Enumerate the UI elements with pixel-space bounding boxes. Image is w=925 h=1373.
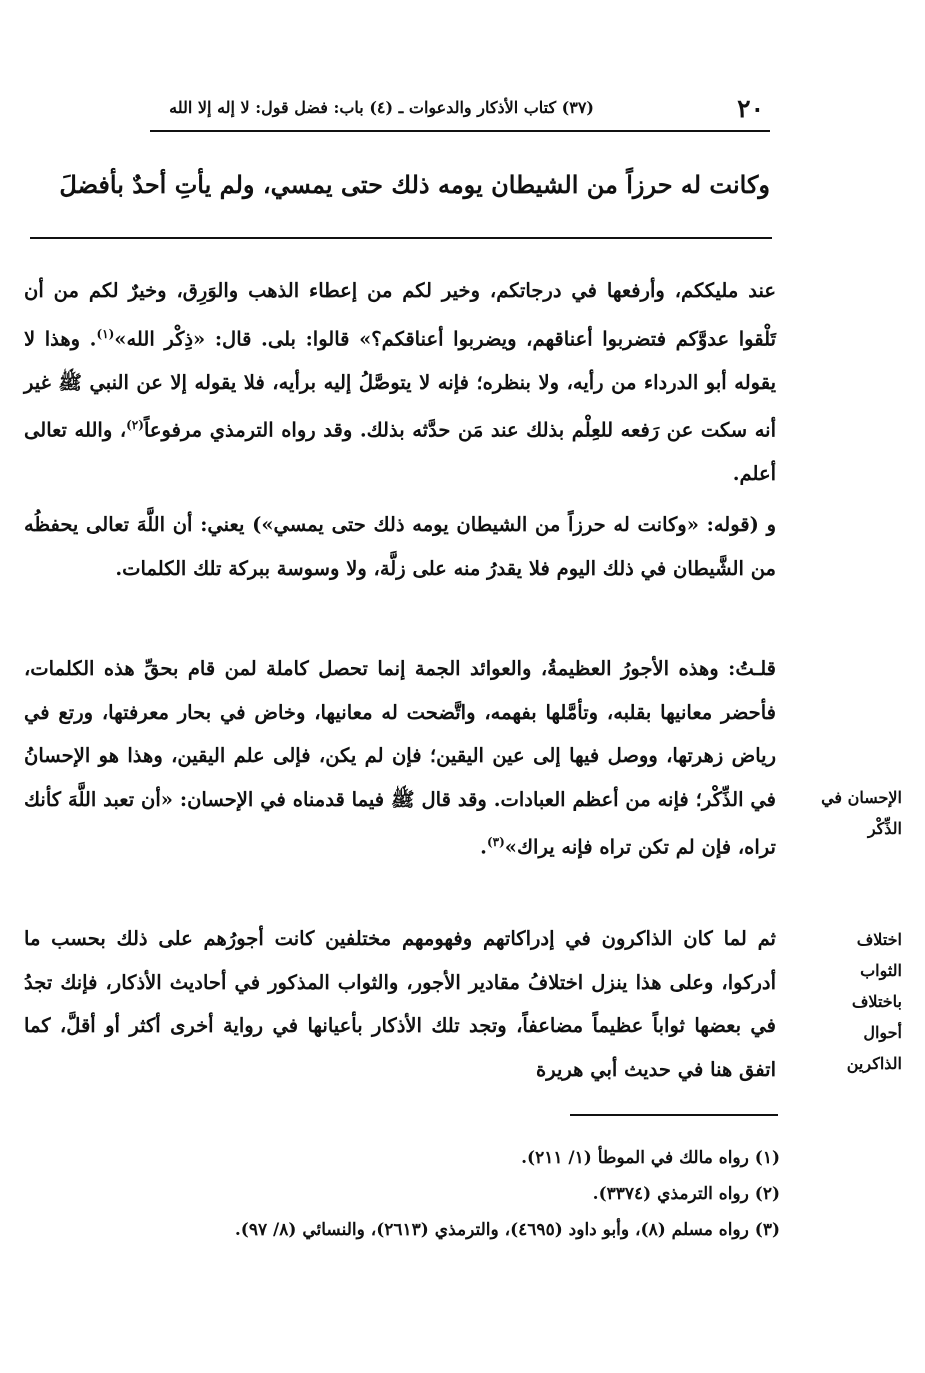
paragraph-text: قلـتُ: وهذه الأجورُ العظيمةُ، والعوائد الجمة إنما تحصل كاملة لمن قام بحقِّ هذه الكلمات، فأحضر معانيها بقلبه، وتأمَّلها بفهمه، واتَّضحت له معانيها، وخاض في بحار معرفتها، ورتع في رياض زهرتها، ووصل فيها إلى عين اليقين؛ فإن لم يكن، فإلى علم اليقين، وهذا هو الإحسانُ في الذِّكْر؛ فإنه من أعظم العبادات. وقد قال ﷺ فيما قدمناه في الإحسان: «أن تعبد اللَّهَ كأنك تراه، فإن لم تكن تراه فإنه يراك» xyxy=(24,657,776,859)
margin-note-reward: اختلاف الثواب باختلاف أحوال الذاكرين xyxy=(846,930,902,1073)
footnote-3: (٣) رواه مسلم (٨)، وأبو داود (٤٦٩٥)، والترمذي (٢٦١٣)، والنسائي (٨/ ٩٧). xyxy=(234,1220,780,1240)
paragraph-text: عند مليككم، وأرفعها في درجاتكم، وخير لكم من إعطاء الذهب والوَرِق، وخيرٌ لكم من أن تَلْقوا عدوَّكم فتضربوا أعناقهم، ويضربوا أعناقكم؟» قالوا: بلى. قال: «ذِكْر الله» xyxy=(24,279,776,350)
running-title: (٣٧) كتاب الأذكار والدعوات ـ (٤) باب: فضل قول: لا إله إلا الله xyxy=(169,98,594,117)
footnote-rule xyxy=(570,1114,778,1116)
hadith-divider xyxy=(30,237,772,239)
paragraph-2 xyxy=(24,503,776,590)
paragraph-4 xyxy=(24,917,776,1091)
footnotes xyxy=(140,1140,780,1248)
paragraph-1 xyxy=(24,269,776,496)
paragraph-3 xyxy=(24,647,776,869)
paragraph-text: . وهذا لا يقوله أبو الدرداء من رأيه، ولا بنظره؛ فإنه لا يتوصَّلُ إليه برأيه، فلا يقوله إلا عن النبي ﷺ غير أنه سكت عن رَفعه للعِلْم بذلك عند مَن حدَّثه بذلك. وقد رواه الترمذي مرفوعاً xyxy=(24,327,776,442)
paragraph-text: و (قوله: «وكانت له حرزاً من الشيطان يومه ذلك حتى يمسي») يعني: أن اللَّهَ تعالى يحفظُه من الشَّيطان في ذلك اليوم فلا يقدرُ منه على زلَّة، ولا وسوسة ببركة تلك الكلمات. xyxy=(24,513,776,580)
footnote-2: (٢) رواه الترمذي (٣٣٧٤). xyxy=(592,1184,780,1204)
paragraph-text: ثم لما كان الذاكرون في إدراكاتهم وفهومهم مختلفين كانت أجورُهم على ذلك بحسب ما أدركوا، وعلى هذا ينزل اختلافُ مقادير الأجور، والثواب المذكور في أحاديث الأذكار، فإنك تجدُ في بعضها ثواباً عظيماً مضاعفاً، وتجد تلك الأذكار بأعيانها في رواية أخرى أكثر أو أقلَّ، كما اتفق هنا في حديث أبي هريرة xyxy=(24,927,776,1081)
page-number: ٢٠ xyxy=(737,94,764,123)
hadith-line: وكانت له حرزاً من الشيطان يومه ذلك حتى يمسي، ولم يأتِ أحدٌ بأفضلَ xyxy=(59,170,770,199)
footnote-ref: (٢) xyxy=(126,418,144,432)
paragraph-text: ، والله تعالى أعلم. xyxy=(24,418,776,485)
footnote-1: (١) رواه مالك في الموطأ (١/ ٢١١). xyxy=(521,1148,780,1168)
page-header xyxy=(150,94,770,130)
footnote-ref: (٣) xyxy=(486,835,505,849)
footnote-ref: (١) xyxy=(96,326,115,341)
paragraph-text: . xyxy=(480,835,487,859)
header-rule xyxy=(150,130,770,132)
margin-note-ihsan: الإحسان في الذِّكْر xyxy=(821,788,902,838)
